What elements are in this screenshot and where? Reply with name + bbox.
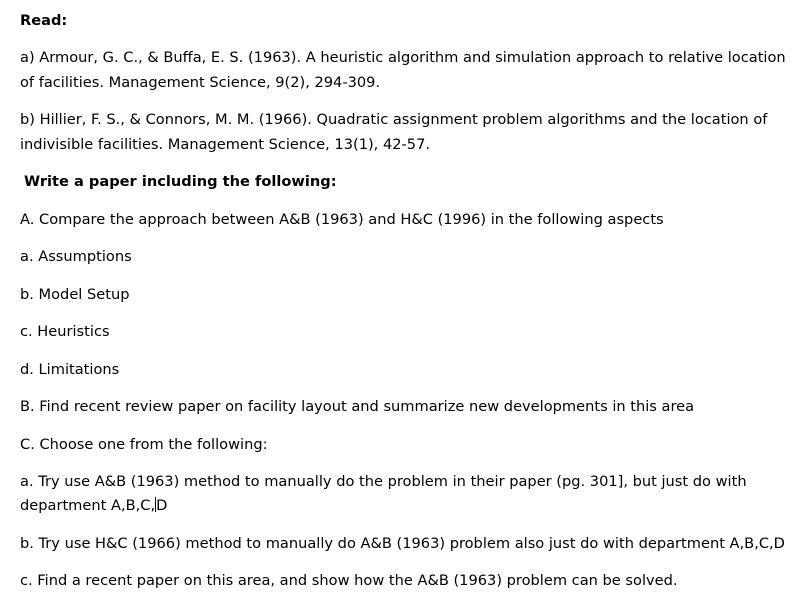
section-a-item-limitations: d. Limitations <box>20 361 120 378</box>
section-c-option-a-line-1: a. Try use A&B (1963) method to manually do the problem in their paper (pg. 301], but just do with <box>20 473 747 490</box>
section-c-option-b: b. Try use H&C (1966) method to manually do A&B (1963) problem also just do with department A,B,C,D <box>20 535 785 552</box>
reference-a-line-2: of facilities. Management Science, 9(2), 294-309. <box>20 74 381 91</box>
section-a-item-model-setup: b. Model Setup <box>20 286 130 303</box>
option-a-line-2-tail: D <box>156 497 168 514</box>
section-a-item-heuristics: c. Heuristics <box>20 323 110 340</box>
option-a-line-2-text: department A,B,C, <box>20 497 156 514</box>
section-a-title: A. Compare the approach between A&B (1963) and H&C (1996) in the following aspects <box>20 211 664 228</box>
write-paper-heading: Write a paper including the following: <box>24 173 337 190</box>
read-heading: Read: <box>20 12 68 29</box>
reference-a-line-1: a) Armour, G. C., & Buffa, E. S. (1963). A heuristic algorithm and simulation approach to relative location <box>20 49 786 66</box>
reference-b-line-2: indivisible facilities. Management Science, 13(1), 42-57. <box>20 136 431 153</box>
section-c-option-a-line-2 <box>20 494 167 518</box>
reference-b-line-1: b) Hillier, F. S., & Connors, M. M. (1966). Quadratic assignment problem algorithms and the location of <box>20 111 768 128</box>
section-c-option-c: c. Find a recent paper on this area, and show how the A&B (1963) problem can be solved. <box>20 572 678 589</box>
section-b-title: B. Find recent review paper on facility layout and summarize new developments in this area <box>20 398 695 415</box>
section-c-title: C. Choose one from the following: <box>20 436 268 453</box>
section-a-item-assumptions: a. Assumptions <box>20 248 132 265</box>
